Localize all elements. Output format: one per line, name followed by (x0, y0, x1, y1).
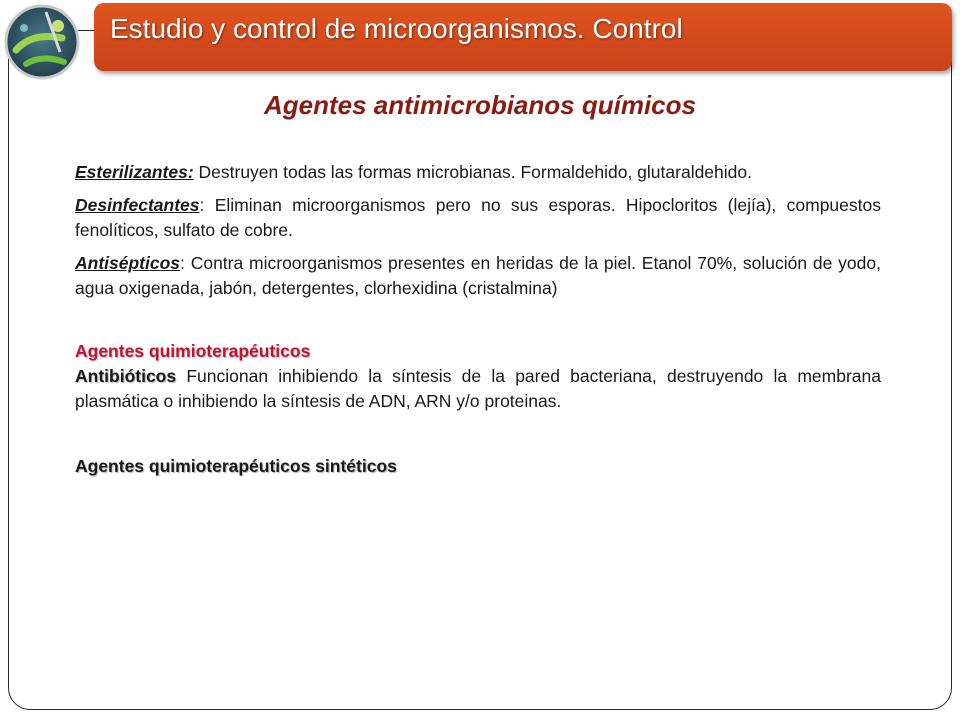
title-bar (94, 3, 952, 71)
antibioticos-paragraph (75, 364, 881, 414)
slide-content (75, 160, 881, 479)
antibioticos-term: Antibióticos (75, 366, 177, 386)
microbe-logo-icon (2, 2, 90, 90)
antisepticos-paragraph (75, 251, 881, 301)
antibioticos-text: Funcionan inhibiendo la síntesis de la pared bacteriana, destruyendo la membrana plasmática o inhibiendo la síntesis de ADN, ARN y/o proteinas. (75, 366, 881, 411)
esterilizantes-text: Destruyen todas las formas microbianas. Formaldehido, glutaraldehido. (193, 162, 752, 182)
quimioterapeuticos-heading: Agentes quimioterapéuticos (75, 341, 311, 361)
antisepticos-text: : Contra microorganismos presentes en heridas de la piel. Etanol 70%, solución de yodo, agua oxigenada, jabón, detergentes, clorhexidina (cristalmina) (75, 253, 881, 298)
desinfectantes-paragraph (75, 193, 881, 243)
sinteticos-heading: Agentes quimioterapéuticos sintéticos (75, 456, 397, 476)
desinfectantes-term: Desinfectantes (75, 195, 200, 215)
esterilizantes-paragraph (75, 160, 881, 185)
esterilizantes-term: Esterilizantes: (75, 162, 194, 182)
slide-subtitle: Agentes antimicrobianos químicos (264, 90, 696, 120)
antisepticos-term: Antisépticos (75, 253, 181, 273)
slide-title: Estudio y control de microorganismos. Control (110, 13, 683, 44)
desinfectantes-text: : Eliminan microorganismos pero no sus esporas. Hipocloritos (lejía), compuestos fenolíticos, sulfato de cobre. (75, 195, 881, 240)
